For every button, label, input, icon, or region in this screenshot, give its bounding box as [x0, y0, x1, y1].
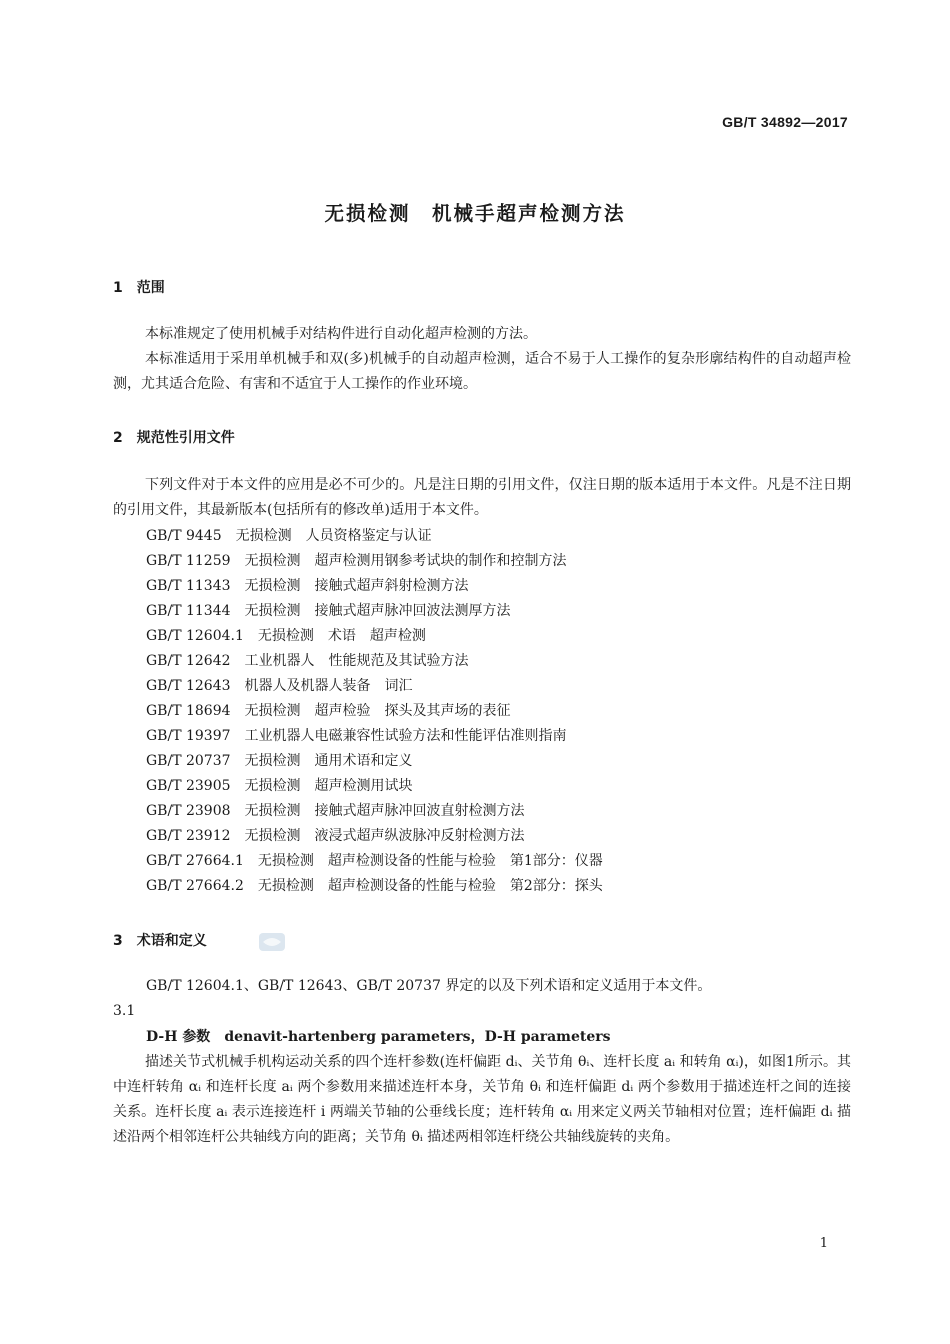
standard-number: GB/T 34892—2017 — [722, 114, 848, 130]
term-zh: D-H 参数 — [146, 1029, 211, 1045]
paragraph: 下列文件对于本文件的应用是必不可少的。凡是注日期的引用文件，仅注日期的版本适用于本文件。凡是不注日期的引用文件，其最新版本(包括所有的修改单)适用于本文件。 — [113, 477, 851, 518]
reference-item: GB/T 11343 无损检测 接触式超声斜射检测方法 — [146, 578, 469, 594]
term-entry — [146, 1026, 611, 1046]
reference-item: GB/T 27664.2 无损检测 超声检测设备的性能与检验 第2部分：探头 — [146, 878, 603, 894]
clause-number: 3.1 — [113, 1003, 136, 1019]
paragraph: 本标准规定了使用机械手对结构件进行自动化超声检测的方法。 — [145, 326, 537, 342]
paragraph: 本标准适用于采用单机械手和双(多)机械手的自动超声检测，适合不易于人工操作的复杂形廓结构件的自动超声检测，尤其适合危险、有害和不适宜于人工操作的作业环境。 — [113, 351, 851, 392]
reference-item: GB/T 9445 无损检测 人员资格鉴定与认证 — [146, 528, 432, 544]
reference-item: GB/T 12643 机器人及机器人装备 词汇 — [146, 678, 413, 694]
normative-reference-list — [146, 524, 603, 899]
term-en: denavit-hartenberg parameters，D-H parameters — [224, 1029, 611, 1045]
reference-item: GB/T 19397 工业机器人电磁兼容性试验方法和性能评估准则指南 — [146, 728, 567, 744]
reference-item: GB/T 18694 无损检测 超声检验 探头及其声场的表征 — [146, 703, 511, 719]
paragraph: 描述关节式机械手机构运动关系的四个连杆参数(连杆偏距 dᵢ、关节角 θᵢ、连杆长度 aᵢ 和转角 αᵢ)，如图1所示。其中连杆转角 αᵢ 和连杆长度 aᵢ 两个参数用来描述连杆本身，关节角 θᵢ 和连杆偏距 dᵢ 两个参数用于描述连杆之间的连接关系。连杆长度 aᵢ 表示连接连杆 i 两端关节轴的公垂线长度；连杆转角 αᵢ 用来定义两关节轴相对位置；连杆偏距 dᵢ 描述沿两个相邻连杆公共轴线方向的距离；关节角 θᵢ 描述两相邻连杆绕公共轴线旋转的夹角。 — [113, 1054, 851, 1145]
term-definition — [113, 1050, 851, 1150]
section-2-intro — [113, 473, 851, 523]
section-1-heading: 1 范围 — [113, 280, 165, 296]
reference-item: GB/T 12642 工业机器人 性能规范及其试验方法 — [146, 653, 469, 669]
section-3-intro: GB/T 12604.1、GB/T 12643、GB/T 20737 界定的以及下列术语和定义适用于本文件。 — [146, 978, 712, 994]
reference-item: GB/T 12604.1 无损检测 术语 超声检测 — [146, 628, 426, 644]
reference-item: GB/T 23908 无损检测 接触式超声脉冲回波直射检测方法 — [146, 803, 525, 819]
section-3-heading: 3 术语和定义 — [113, 933, 207, 949]
reference-item: GB/T 11344 无损检测 接触式超声脉冲回波法测厚方法 — [146, 603, 511, 619]
document-title: 无损检测 机械手超声检测方法 — [324, 202, 626, 225]
reference-item: GB/T 20737 无损检测 通用术语和定义 — [146, 753, 413, 769]
reference-item: GB/T 11259 无损检测 超声检测用钢参考试块的制作和控制方法 — [146, 553, 567, 569]
page-number: 1 — [819, 1236, 828, 1251]
srac-logo-icon — [258, 928, 286, 956]
section-2-heading: 2 规范性引用文件 — [113, 430, 235, 446]
reference-item: GB/T 23912 无损检测 液浸式超声纵波脉冲反射检测方法 — [146, 828, 525, 844]
section-1-body — [113, 322, 851, 397]
reference-item: GB/T 27664.1 无损检测 超声检测设备的性能与检验 第1部分：仪器 — [146, 853, 603, 869]
reference-item: GB/T 23905 无损检测 超声检测用试块 — [146, 778, 413, 794]
